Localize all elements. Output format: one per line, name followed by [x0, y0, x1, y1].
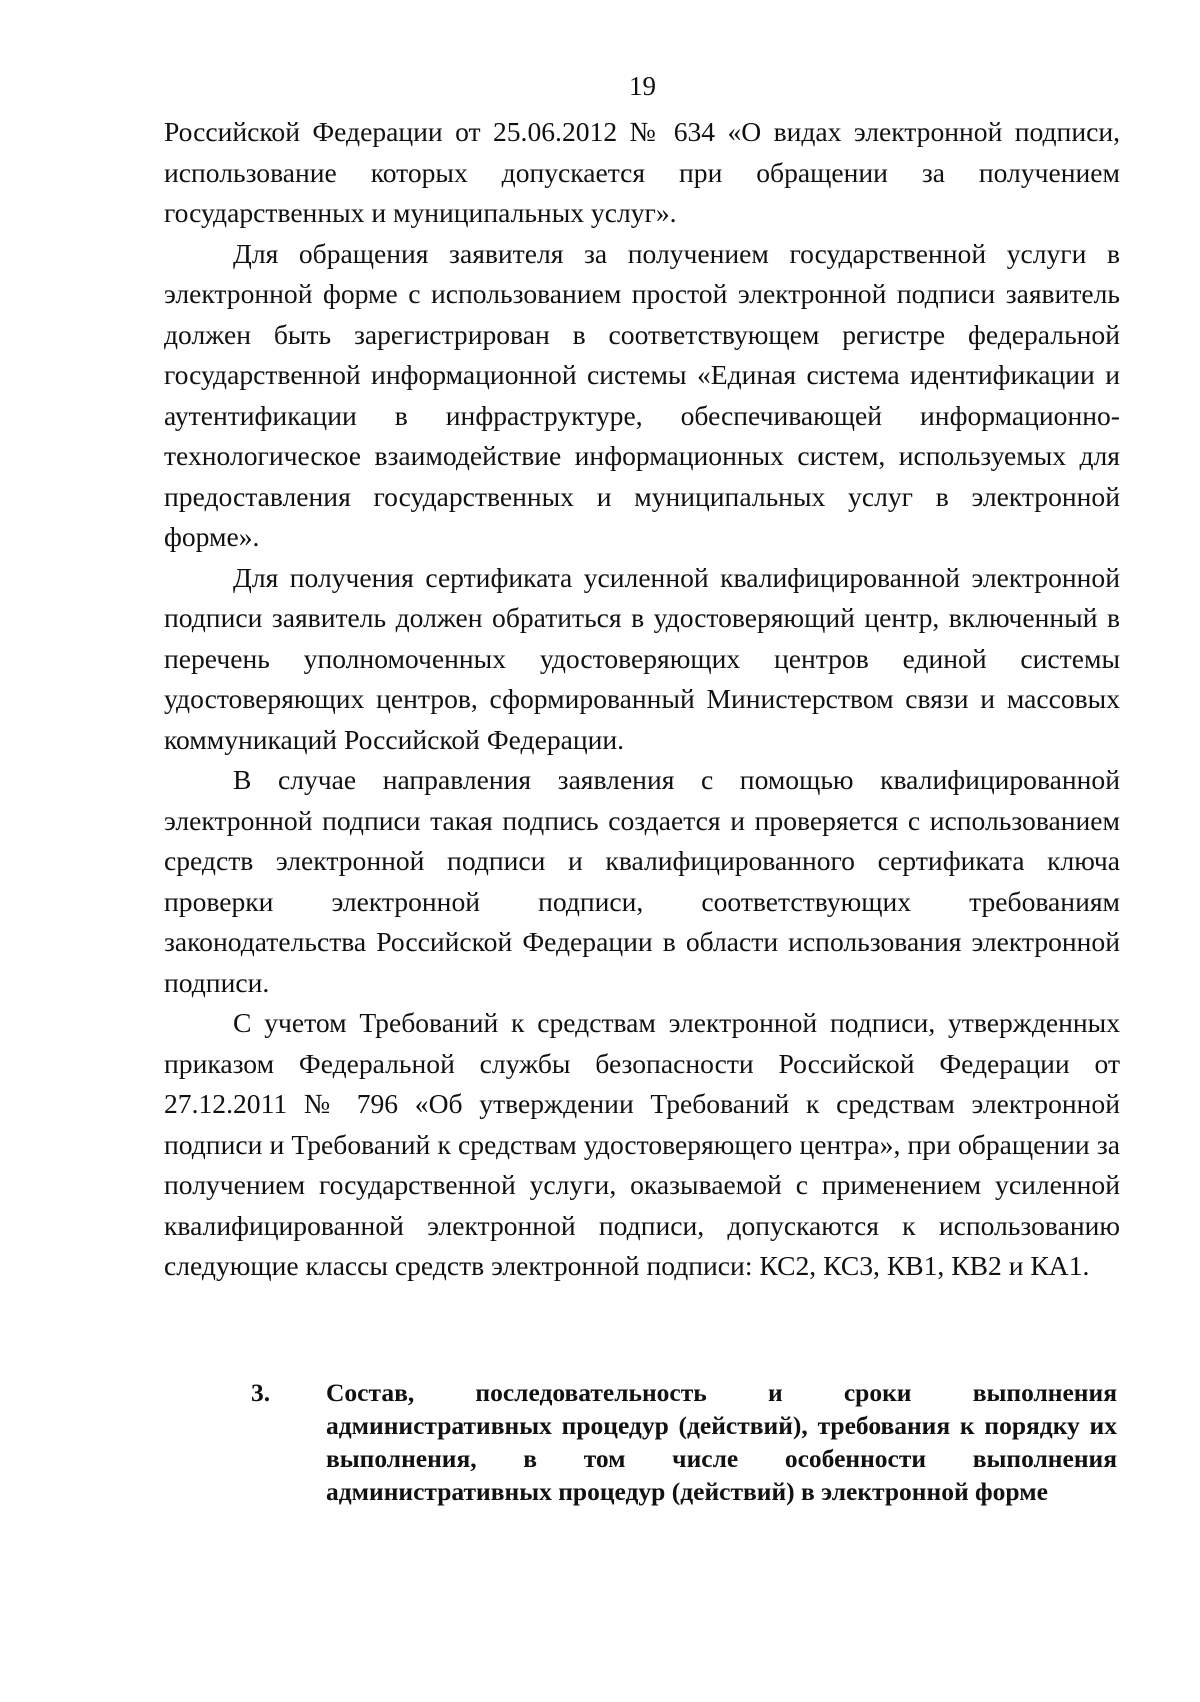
section-title: Состав, последовательность и сроки выполнения административных процедур (действий), требования к порядку их выполнения, в том числе особенности выполнения административных процедур (действий) в электронной форме: [326, 1378, 1117, 1506]
paragraph-qualified-signature: В случае направления заявления с помощью квалифицированной электронной подписи такая подпись создается и проверяется с использованием средств электронной подписи и квалифицированного сертификата ключа проверки электронной подписи, соответствующих требованиям законодательства Российской Федерации в области использования электронной подписи.: [164, 764, 1120, 998]
section-number: 3.: [251, 1378, 271, 1407]
paragraph-simple-signature: Для обращения заявителя за получением государственной услуги в электронной форме с использованием простой электронной подписи заявитель должен быть зарегистрирован в соответствующем регистре федеральной государственной информационной системы «Единая система идентификации и аутентификации в инфраструктуре, обеспечивающей информационно-технологическое взаимодействие информационных систем, используемых для предоставления государственных и муниципальных услуг в электронной форме».: [164, 237, 1120, 552]
paragraph-signature-classes: С учетом Требований к средствам электронной подписи, утвержденных приказом Федеральной службы безопасности Российской Федерации от 27.12.2011 № 796 «Об утверждении Требований к средствам электронной подписи и Требований к средствам удостоверяющего центра», при обращении за получением государственной услуги, оказываемой с применением усиленной квалифицированной электронной подписи, допускаются к использованию следующие классы средств электронной подписи: КС2, КС3, КВ1, КВ2 и КА1.: [164, 1007, 1120, 1281]
page-number: 19: [629, 71, 656, 101]
paragraph-certificate: Для получения сертификата усиленной квалифицированной электронной подписи заявитель должен обратиться в удостоверяющий центр, включенный в перечень уполномоченных удостоверяющих центров единой системы удостоверяющих центров, сформированный Министерством связи и массовых коммуникаций Российской Федерации.: [164, 561, 1120, 755]
paragraph-continuation: Российской Федерации от 25.06.2012 № 634 «О видах электронной подписи, использование которых допускается при обращении за получением государственных и муниципальных услуг».: [164, 116, 1120, 228]
document-body: [164, 112, 1120, 1287]
